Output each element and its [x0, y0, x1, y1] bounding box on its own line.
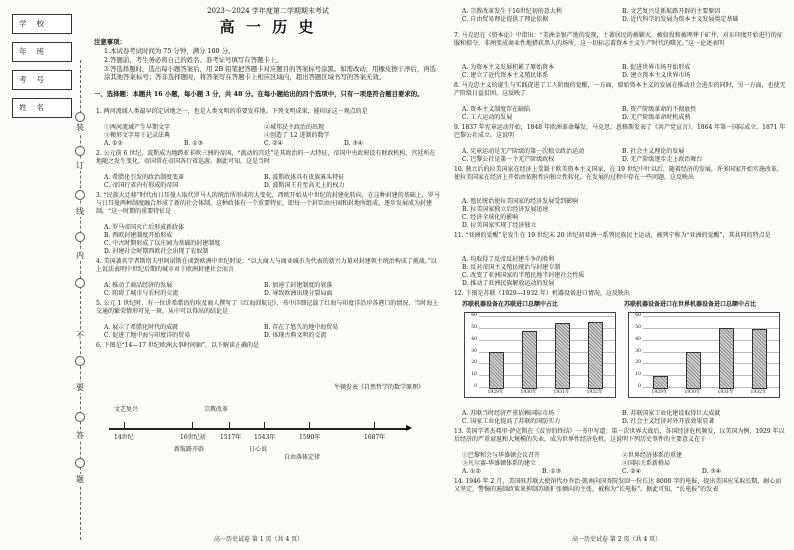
q3-option-c[interactable]: C. 中古时期形成了以庄园为基础的封建制度 — [104, 240, 221, 247]
q2-option-d[interactable]: D. 波斯国王有至高无上的权力 — [264, 182, 345, 189]
q2-option-b[interactable]: B. 波斯政体具有贵族寡头特征 — [264, 174, 345, 181]
q6-option-b[interactable]: B. 文艺复兴是新航路开辟的主要原因 — [622, 8, 721, 15]
chart-tick-label: 20 — [635, 360, 641, 366]
q6-option-a[interactable]: A. 宗教改革发生于16世纪初的意大利 — [462, 8, 562, 15]
chart-tick-label: 40 — [635, 336, 641, 342]
exam-page-1 — [94, 6, 442, 546]
chart-bar — [489, 352, 505, 390]
seal-circle — [75, 278, 85, 288]
q6-option-d[interactable]: D. 近代科学的发展为资本主义发展奠定基础 — [622, 16, 739, 23]
chart-tick-label: 60 — [471, 313, 477, 318]
chart-gridline — [479, 316, 615, 317]
question-4: 4. 美国著名学者斯塔夫里阿诺斯在谈到欧洲中世纪时说：“以大商人与商业城市为代表的新兴力量对封建领主统治构成了挑战。”以上说法表明中世纪后期的城市对于欧洲封建社会而言 — [96, 258, 437, 273]
question-7: 7. 马克思在《资本论》中指出：“美洲金银产地的发现，土著居民的被剿灭、被奴役和被埋葬于矿井，对东印度开始进行的征服和掠夺，非洲变成商业性地猎获黑人的场所，这一切标志着资本主义生产时代的曙光。”这一论述表明 — [454, 32, 783, 47]
q13-statement: ④国际关系新格局 — [622, 460, 671, 467]
q8-option-d[interactable]: D. 无产阶级革命时机成熟 — [622, 114, 691, 121]
seal-circle — [75, 412, 85, 422]
q3-option-d[interactable]: D. 封建社会时期西欧社会出现了农奴制 — [104, 248, 209, 255]
timeline-tick — [229, 422, 230, 428]
question-2: 2. 公元前 6 世纪，波斯成为地跨亚非欧三洲的帝国，“流动的宫廷”是其政治的一大特征，帝国中央政府设有财政机构、宫廷所在地随之发生变化，帝国常在帝国各行省巡游。据此可知，这是当时 — [96, 150, 436, 165]
q6-option-c[interactable]: C. 自由贸易理论提供了理论依据 — [462, 16, 549, 23]
seal-circle — [75, 112, 85, 122]
chart-category-label: 1931年 — [717, 390, 734, 395]
timeline-year: 1543年 — [254, 434, 276, 441]
seal-char: 答 — [73, 430, 87, 441]
q12-option-d[interactable]: D. 社会主义经济对外开放效果显著 — [622, 418, 715, 425]
question-11: 11. “亚洲的觉醒”是发生在 19 世纪末 20 世纪初亚洲一系列民族民主运动，被列宁称为“亚洲的觉醒”，其共同的特点是 — [454, 232, 771, 239]
section-heading: 一、选择题：本题共 16 小题，每小题 3 分，共 48 分。在每小题给出的四个选项中，只有一项是符合题目要求的。 — [94, 90, 424, 98]
timeline-tick — [124, 422, 125, 428]
chart-bar — [588, 322, 604, 389]
question-10: 10. 独立后的拉美国家在经济上受制于欧美资本主义国家，在 19 世纪中叶以后，随着经济的发展，许多国家开始实施改革，使拉美国家在经济上开始由依附性向独立性转化，在发展的过程中存在一些问题，这反映出 — [454, 166, 783, 181]
name-field[interactable] — [12, 98, 72, 118]
chart-tick-label: 30 — [471, 348, 477, 354]
question-5: 5. 公元 1 世纪时，有一位讲希腊语的埃及商人撰写了《红海回航记》，书中详细记载了红海与印度洋沿岸各港口的情况，当时海上交通的繁荣情形可见一斑，从中可以得出的结论是 — [96, 300, 439, 315]
timeline-year: 1517年 — [220, 434, 242, 441]
seal-char: 线 — [73, 206, 87, 217]
q10-option-a[interactable]: A. 殖民统治使拉美国家的经济发展受到影响 — [462, 198, 579, 205]
chart-category-label: 1929年 — [487, 390, 504, 395]
q9-option-c[interactable]: C. 巴黎公社是第一个无产阶级政权 — [462, 156, 555, 163]
seal-char: 要 — [73, 382, 87, 393]
q1-option-d[interactable]: D. ③④ — [344, 140, 364, 147]
timeline-top-label: 牛顿发表《自然哲学的数学原理》 — [333, 384, 424, 391]
q13-statement: ①巴黎和会与华盛顿会议召开 — [462, 452, 541, 459]
chart-tick-label: 50 — [471, 324, 477, 330]
timeline-year: 14世纪 — [114, 434, 134, 441]
seal-circle — [75, 146, 85, 156]
chart-tick-label: 40 — [471, 336, 477, 342]
timeline-arrow-icon: ▶ — [406, 423, 413, 432]
question-1: 1. 两河流域人类最早的定居地之一，也是人类文明的重要发祥地。下列文明成果，能印证这一观点的是 — [96, 108, 368, 115]
q7-option-a[interactable]: A. 为资本主义发展积累了原始资本 — [462, 64, 555, 71]
question-8: 8. 马克思主义的诞生与实践促进了工人阶级的觉醒，一方面，原始资本主义的发展在推动社会进步的同时，另一方面，也使无产阶级日益贫困。这反映了 — [454, 82, 786, 97]
chart-tick-label: 30 — [635, 348, 641, 354]
timeline-top-label: 文艺复兴 — [114, 406, 139, 413]
q10-option-c[interactable]: C. 经济全球化的影响 — [462, 214, 519, 221]
q4-option-a[interactable]: A. 推动了商品经济的发展 — [104, 282, 173, 289]
q4-option-b[interactable]: B. 加速了封建制度的衰落 — [264, 282, 333, 289]
q11-option-a[interactable]: A. 均取得了反帝反封建斗争的胜利 — [462, 256, 555, 263]
chart-bar — [686, 352, 702, 390]
chart-2-plot — [628, 312, 780, 398]
question-6: 6. 下图是“14—17 世纪欧洲大事时间轴”，以下解读正确的是 — [96, 342, 259, 349]
timeline-axis — [109, 428, 409, 430]
q13-option-b[interactable]: B. ①③ — [542, 468, 561, 475]
question-3: 3. “民族大迁移”时代由日耳曼人取代罗马人的统治所形成的大变化，西欧开始从中世纪的封建化转向，在这种封建的基础上，罗马与日耳曼两种制度融合形成了新的社会体制，这种政体有一个重要特征，即每一个封臣由庄园和封地所组成，逐步发展成为封建制。“这一时期的重要特征是 — [96, 192, 440, 215]
chart-category-label: 1932年 — [750, 390, 767, 395]
q5-option-c[interactable]: C. 促进了地中海与印度洋的贸易 — [104, 332, 191, 339]
notice-item: 3.答选择题时，选出每小题答案后，用 2B 铅笔把答题卡对应题目的答案标号涂黑。如需改动，用橡皮擦干净后，再选涂其他答案标号；答非选择题时，将答案写在答题卡上相应区域内，超出答题区域书写的答案无效。 — [104, 65, 437, 82]
chart-bar — [653, 376, 669, 389]
q8-option-a[interactable]: A. 资本主义制度存在缺陷 — [462, 106, 531, 113]
timeline-year: 1687年 — [364, 434, 386, 441]
page-footer: 高一历史试卷 第 1 页（共 4 页） — [214, 536, 304, 543]
q1-statement: ②城邦民主政治的出现 — [264, 124, 325, 131]
name-label: 姓名 — [19, 103, 54, 112]
question-12: 12. 下图是苏联（1929—1932 年）机器设备进口情况，这反映出 — [454, 290, 630, 297]
q4-option-c[interactable]: C. 阻碍了城市与农村的交流 — [104, 290, 179, 297]
q9-option-a[interactable]: A. 宪章运动是无产阶级的第一次独立政治运动 — [462, 148, 585, 155]
chart-1-title: 苏联机器设备在苏联进口总额中占比 — [462, 301, 559, 308]
question-14: 14. 1946 年 2 月，美国驻苏联大使馆代办乔治·凯南向国务院发回一份长达 8000 字的电报，提出美国应采取长期、耐心而又坚定、警惕的遏制政策来抑制苏联扩张倾向的主张，被称为“长电报”。据此可知，“长电报”的发表 — [454, 478, 782, 493]
q1-option-b[interactable]: B. ①③ — [184, 140, 203, 147]
page-title: 高 一 历 史 — [219, 18, 317, 36]
q2-option-a[interactable]: A. 希腊化引发的政治制度变革 — [104, 174, 185, 181]
school-field[interactable] — [12, 14, 72, 34]
chart-1-plot — [464, 312, 616, 398]
q8-option-b[interactable]: B. 资产阶级革命的不彻底性 — [622, 106, 697, 113]
q1-option-c[interactable]: C. ②④ — [264, 140, 283, 147]
chart-category-label: 1930年 — [520, 390, 537, 395]
notice-heading: 注意事项： — [94, 38, 126, 46]
school-label: 学校 — [19, 19, 54, 28]
question-13: 13. 美国学者杰弗里·萨克斯在《贫穷的终结》一书中写道：第一次世界大战后，各国经济危机频发，以美国为例，1929 年以后经济的严重衰退和大规模的失业，成为世界性经济危机。这说明下列历史事件的主要意义在于 — [454, 428, 785, 443]
notice-item: 2.答题前，考生务必将自己的姓名、准考证号填写在答题卡上。 — [104, 56, 283, 64]
q11-option-d[interactable]: D. 推动了亚洲民族解放运动的发展 — [462, 280, 555, 287]
chart-category-label: 1930年 — [684, 390, 701, 395]
q3-option-b[interactable]: B. 西欧封建制度开始形成 — [104, 232, 173, 239]
chart-tick-label: 0 — [474, 384, 477, 389]
q13-option-c[interactable]: C. ②④ — [622, 468, 641, 475]
chart-category-label: 1932年 — [586, 390, 603, 395]
q5-option-b[interactable]: B. 存在了悠久的地中海贸易 — [264, 324, 339, 331]
timeline-tick — [374, 422, 375, 428]
q5-option-a[interactable]: A. 展示了希腊化时代的成就 — [104, 324, 179, 331]
q1-statement: ①两河流域产生早期文字 — [104, 124, 171, 131]
exam-number-label: 考号 — [19, 75, 54, 84]
chart-tick-label: 0 — [638, 384, 641, 389]
seal-char: 不 — [73, 330, 87, 341]
chart-bar — [719, 328, 735, 389]
q10-option-d[interactable]: D. 拉美国家实现了经济独立 — [462, 222, 537, 229]
seal-circle — [75, 458, 85, 468]
q12-option-a[interactable]: A. 苏联当时经济严重依赖国际市场 — [462, 410, 555, 417]
q1-statement: ③楔形文字用于记录法典 — [104, 132, 171, 139]
q12-option-b[interactable]: B. 苏联国家工业化建设取得巨大成就 — [622, 410, 721, 417]
q9-option-d[interactable]: D. 无产阶级逐步走上政治舞台 — [622, 156, 703, 163]
chart-category-label: 1929年 — [651, 390, 668, 395]
seal-char: 题 — [73, 474, 87, 485]
notice-item: 1.本试卷考试时间为 75 分钟，满分 100 分。 — [104, 47, 235, 55]
q3-option-a[interactable]: A. 罗马帝国灭亡后形成新政体 — [104, 224, 185, 231]
class-label: 年班 — [19, 47, 54, 56]
q13-statement: ③凡尔赛-华盛顿体系的建立 — [462, 460, 537, 467]
timeline-bottom-label: 自由落体定律 — [284, 454, 321, 461]
timeline-top-label: 宗教改革 — [204, 406, 229, 413]
chart-gridline — [643, 316, 779, 317]
q11-option-c[interactable]: C. 改变了亚洲国家的半殖民地半封建社会性质 — [462, 272, 585, 279]
chart-tick-label: 50 — [635, 324, 641, 330]
chart-bar — [522, 331, 538, 389]
class-field[interactable] — [12, 42, 72, 62]
q7-option-b[interactable]: B. 促进世界市场开始形成 — [622, 64, 691, 71]
chart-tick-label: 20 — [471, 360, 477, 366]
q7-option-c[interactable]: C. 建立了近代资本主义殖民体系 — [462, 72, 549, 79]
chart-bar — [752, 329, 768, 389]
q2-option-c[interactable]: C. 帝国行省内有形成的帝国 — [104, 182, 179, 189]
seal-circle — [75, 356, 85, 366]
binding-strip — [0, 0, 88, 550]
seal-circle — [75, 190, 85, 200]
q4-option-d[interactable]: D. 导致欧洲出现分裂局面 — [264, 290, 333, 297]
q7-option-d[interactable]: D. 建立资本主义世界市场 — [622, 72, 691, 79]
exam-number-field[interactable] — [12, 70, 72, 90]
q13-statement: ②世界经济体系的重建 — [622, 452, 683, 459]
timeline-year: 16世纪初 — [180, 434, 206, 441]
question-9: 9. 1837 年宪章运动开始，1848 年欧洲革命爆发，马克思、恩格斯发表了《共产党宣言》。1864 年第一国际成立，1871 年巴黎公社成立。这说明 — [454, 124, 786, 139]
chart-tick-label: 10 — [471, 372, 477, 378]
q13-option-a[interactable]: A. ①② — [462, 468, 481, 475]
timeline-bottom-label: 新航路开辟 — [174, 446, 205, 453]
q12-option-c[interactable]: C. 国家工业化提高了苏联的国防实力 — [462, 418, 561, 425]
chart-category-label: 1931年 — [553, 390, 570, 395]
timeline-figure — [94, 356, 442, 506]
seal-circle — [75, 232, 85, 242]
chart-2-title: 苏联机器设备进口在世界机器设备进口总额中占比 — [624, 301, 757, 308]
page-footer: 高一历史试卷 第 2 页（共 4 页） — [572, 536, 662, 543]
seal-char: 订 — [73, 160, 87, 171]
exam-page-2 — [452, 6, 788, 546]
timeline-tick — [264, 422, 265, 428]
q1-statement: ④创造了 12 进制的数学 — [264, 132, 330, 139]
exam-header: 2023～2024 学年度第二学期期末考试 — [207, 7, 329, 15]
q10-option-b[interactable]: B. 拉美国家独立后经济发展迅速 — [462, 206, 549, 213]
q9-option-b[interactable]: B. 社会主义理论的发展 — [622, 148, 685, 155]
timeline-year: 1590年 — [299, 434, 321, 441]
chart-tick-label: 10 — [635, 372, 641, 378]
chart-tick-label: 60 — [635, 313, 641, 318]
timeline-bottom-label: 日心说 — [249, 446, 268, 453]
chart-bar — [555, 323, 571, 389]
seal-char: 装 — [73, 122, 87, 133]
q13-option-d[interactable]: D. ③④ — [702, 468, 722, 475]
timeline-tick — [309, 422, 310, 428]
seal-char: 内 — [73, 250, 87, 261]
timeline-tick — [192, 422, 193, 428]
q1-option-a[interactable]: A. ①② — [104, 140, 123, 147]
q5-option-d[interactable]: D. 体现古典文明的交流 — [264, 332, 327, 339]
q8-option-c[interactable]: C. 工人运动的发展 — [462, 114, 513, 121]
q11-option-b[interactable]: B. 反对帝国主义殖民统治与封建专制 — [462, 264, 561, 271]
